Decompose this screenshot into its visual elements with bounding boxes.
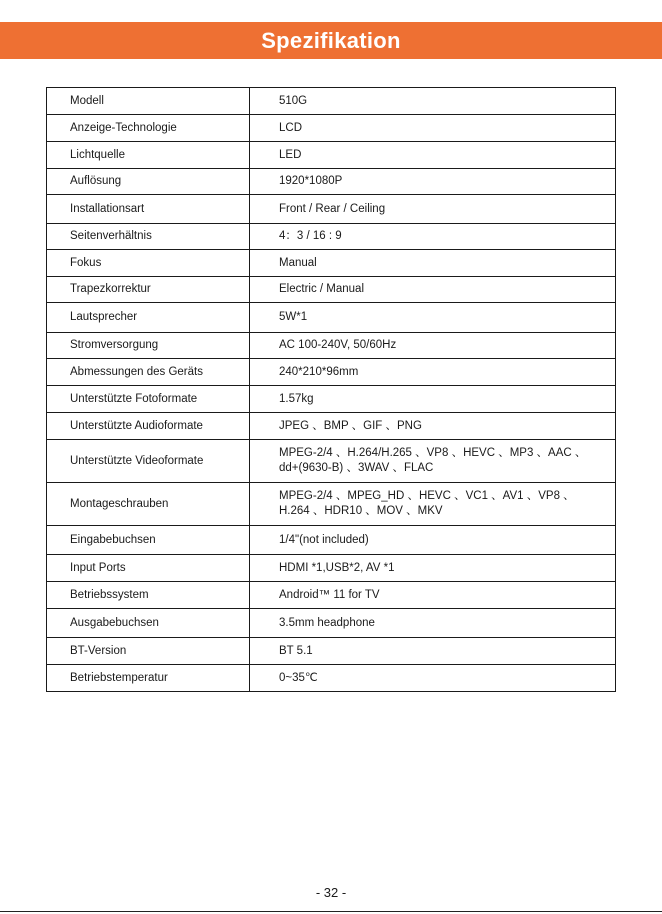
spec-value: 3.5mm headphone [250, 609, 616, 638]
spec-value: Front / Rear / Ceiling [250, 195, 616, 224]
spec-value: Electric / Manual [250, 277, 616, 303]
spec-key: Unterstützte Fotoformate [47, 386, 250, 413]
page-title: Spezifikation [261, 27, 401, 53]
table-row [47, 386, 616, 413]
spec-key: Installationsart [47, 195, 250, 224]
spec-value: HDMI *1,USB*2, AV *1 [250, 555, 616, 582]
table-row [47, 142, 616, 169]
spec-value: JPEG 、BMP 、GIF 、PNG [250, 413, 616, 440]
spec-key: Auflösung [47, 169, 250, 195]
spec-value: BT 5.1 [250, 638, 616, 665]
spec-key: Input Ports [47, 555, 250, 582]
spec-key: Stromversorgung [47, 333, 250, 359]
spec-key: Betriebstemperatur [47, 665, 250, 692]
spec-value: LED [250, 142, 616, 169]
spec-key: Seitenverhältnis [47, 224, 250, 250]
spec-value: MPEG-2/4 、MPEG_HD 、HEVC 、VC1 、AV1 、VP8 、H.264 、HDR10 、MOV 、MKV [250, 483, 616, 526]
table-row [47, 483, 616, 526]
spec-key: Modell [47, 88, 250, 115]
spec-value: 5W*1 [250, 303, 616, 333]
spec-key: Anzeige-Technologie [47, 115, 250, 142]
title-banner [0, 22, 662, 59]
spec-value: 510G [250, 88, 616, 115]
spec-key: Montageschrauben [47, 483, 250, 526]
table-row [47, 359, 616, 386]
bottom-divider [0, 911, 662, 912]
table-row [47, 195, 616, 224]
table-row [47, 665, 616, 692]
spec-key: Trapezkorrektur [47, 277, 250, 303]
table-row [47, 115, 616, 142]
spec-value: 0~35℃ [250, 665, 616, 692]
spec-value: 240*210*96mm [250, 359, 616, 386]
table-row [47, 277, 616, 303]
table-row [47, 169, 616, 195]
table-row [47, 333, 616, 359]
page-number: - 32 - [315, 885, 347, 900]
table-row [47, 440, 616, 483]
spec-value: AC 100-240V, 50/60Hz [250, 333, 616, 359]
table-row [47, 250, 616, 277]
spec-key: BT-Version [47, 638, 250, 665]
table-row [47, 555, 616, 582]
spec-value: Android™ 11 for TV [250, 582, 616, 609]
table-row [47, 526, 616, 555]
spec-key: Ausgabebuchsen [47, 609, 250, 638]
spec-key: Unterstützte Videoformate [47, 440, 250, 483]
spec-key: Lautsprecher [47, 303, 250, 333]
spec-value: 1/4"(not included) [250, 526, 616, 555]
spec-key: Eingabebuchsen [47, 526, 250, 555]
table-row [47, 88, 616, 115]
table-row [47, 638, 616, 665]
spec-key: Unterstützte Audioformate [47, 413, 250, 440]
table-row [47, 224, 616, 250]
spec-value: LCD [250, 115, 616, 142]
spec-key: Fokus [47, 250, 250, 277]
table-row [47, 413, 616, 440]
spec-table [46, 87, 616, 692]
spec-value: 1.57kg [250, 386, 616, 413]
table-row [47, 303, 616, 333]
table-row [47, 609, 616, 638]
spec-value: Manual [250, 250, 616, 277]
spec-value: 4：3 / 16 : 9 [250, 224, 616, 250]
spec-value: 1920*1080P [250, 169, 616, 195]
spec-key: Betriebssystem [47, 582, 250, 609]
spec-value: MPEG-2/4 、H.264/H.265 、VP8 、HEVC 、MP3 、AAC 、dd+(9630-B) 、3WAV 、FLAC [250, 440, 616, 483]
spec-key: Abmessungen des Geräts [47, 359, 250, 386]
spec-key: Lichtquelle [47, 142, 250, 169]
table-row [47, 582, 616, 609]
